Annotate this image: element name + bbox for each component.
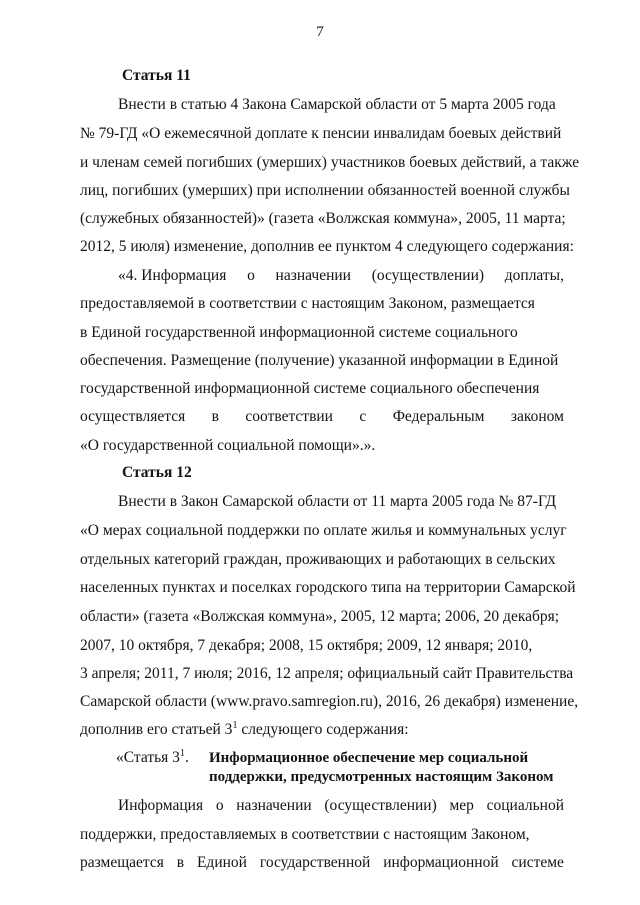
quote-word: Федеральным (392, 408, 485, 425)
label-text: «Статья 3 (116, 749, 180, 766)
body-word: системе (511, 854, 564, 871)
body-word: назначении (236, 797, 312, 814)
quote-word: законом (510, 408, 564, 425)
body-word: Единой (196, 854, 247, 871)
body-word: мер (449, 797, 474, 814)
quote-line-3: в Единой государственной информационной системе социального (80, 324, 518, 341)
article-12-line-2: «О мерах социальной поддержки по оплате жилья и коммунальных услуг (80, 522, 567, 539)
article-12-line-1: Внести в Закон Самарской области от 11 марта 2005 года № 87-ГД (118, 493, 557, 510)
article-12-line-7: 3 апреля; 2011, 7 июля; 2016, 12 апреля; официальный сайт Правительства (80, 665, 574, 682)
new-article-title-line-2: поддержки, предусмотренных настоящим Законом (209, 769, 554, 785)
quote-line-7: «О государственной социальной помощи».». (80, 437, 376, 454)
body-word: (осуществлении) (324, 797, 437, 814)
quote-word: в (211, 408, 219, 425)
quote-word: осуществляется (80, 408, 186, 425)
new-article-body-line-3 (80, 853, 564, 873)
body-word: социальной (486, 797, 564, 814)
quote-line-2: предоставляемой в соответствии с настоящим Законом, размещается (80, 295, 535, 312)
body-word: размещается (80, 854, 164, 871)
article-11-line-5: (служебных обязанностей)» (газета «Волжская коммуна», 2005, 11 марта; (80, 210, 566, 227)
article-12-line-5: области» (газета «Волжская коммуна», 2005, 12 марта; 2006, 20 декабря; (80, 608, 560, 625)
new-article-body-line-1 (118, 796, 564, 816)
new-article-title-line-1: Информационное обеспечение мер социальной (209, 750, 529, 766)
article-12-line-8: Самарской области (www.pravo.samregion.ru), 2016, 26 декабря) изменение, (80, 693, 579, 710)
article-12-heading: Статья 12 (122, 464, 192, 481)
article-11-line-6: 2012, 5 июля) изменение, дополнив ее пунктом 4 следующего содержания: (80, 238, 574, 255)
quote-line-4: обеспечения. Размещение (получение) указанной информации в Единой (80, 352, 559, 369)
article-12-line-6: 2007, 10 октября, 7 декабря; 2008, 15 октября; 2009, 12 января; 2010, (80, 637, 533, 654)
body-word: в (176, 854, 185, 871)
article-12-line-9 (80, 720, 564, 742)
body-word: о (215, 797, 224, 814)
page-number: 7 (316, 24, 324, 40)
article-11-line-3: и членам семей погибших (умерших) участников боевых действий, а также (80, 154, 580, 171)
article-11-line-1: Внести в статью 4 Закона Самарской области от 5 марта 2005 года (118, 96, 556, 113)
quote-word: с (359, 408, 367, 425)
superscript: 1 (179, 748, 185, 759)
new-article-label (116, 748, 189, 770)
line-text: дополнив его статьей 3 (80, 721, 233, 738)
body-word: государственной (259, 854, 371, 871)
new-article-body-line-2: поддержки, предоставляемых в соответствии с настоящим Законом, (80, 826, 530, 843)
line-text: следующего содержания: (237, 721, 409, 738)
article-11-heading: Статья 11 (122, 67, 191, 84)
article-12-line-4: населенных пунктах и поселках городского типа на территории Самарской (80, 579, 576, 596)
body-word: информационной (383, 854, 499, 871)
article-11-line-2: № 79-ГД «О ежемесячной доплате к пенсии инвалидам боевых действий (80, 125, 562, 142)
body-word: Информация (118, 797, 204, 814)
quote-word: о (247, 267, 255, 284)
quote-line-5: государственной информационной системе социального обеспечения (80, 380, 540, 397)
quote-word: назначении (275, 267, 351, 284)
label-text: . (184, 749, 189, 766)
quote-word: доплаты, (504, 267, 564, 284)
quote-line-6 (80, 407, 564, 427)
article-11-line-4: лиц, погибших (умерших) при исполнении обязанностей военной службы (80, 182, 570, 199)
quote-line-1 (118, 266, 564, 286)
quote-word: соответствии (245, 408, 333, 425)
article-12-line-3: отдельных категорий граждан, проживающих и работающих в сельских (80, 551, 556, 568)
superscript: 1 (232, 720, 238, 731)
quote-word: «4. Информация (118, 267, 227, 284)
quote-word: (осуществлении) (371, 267, 485, 284)
